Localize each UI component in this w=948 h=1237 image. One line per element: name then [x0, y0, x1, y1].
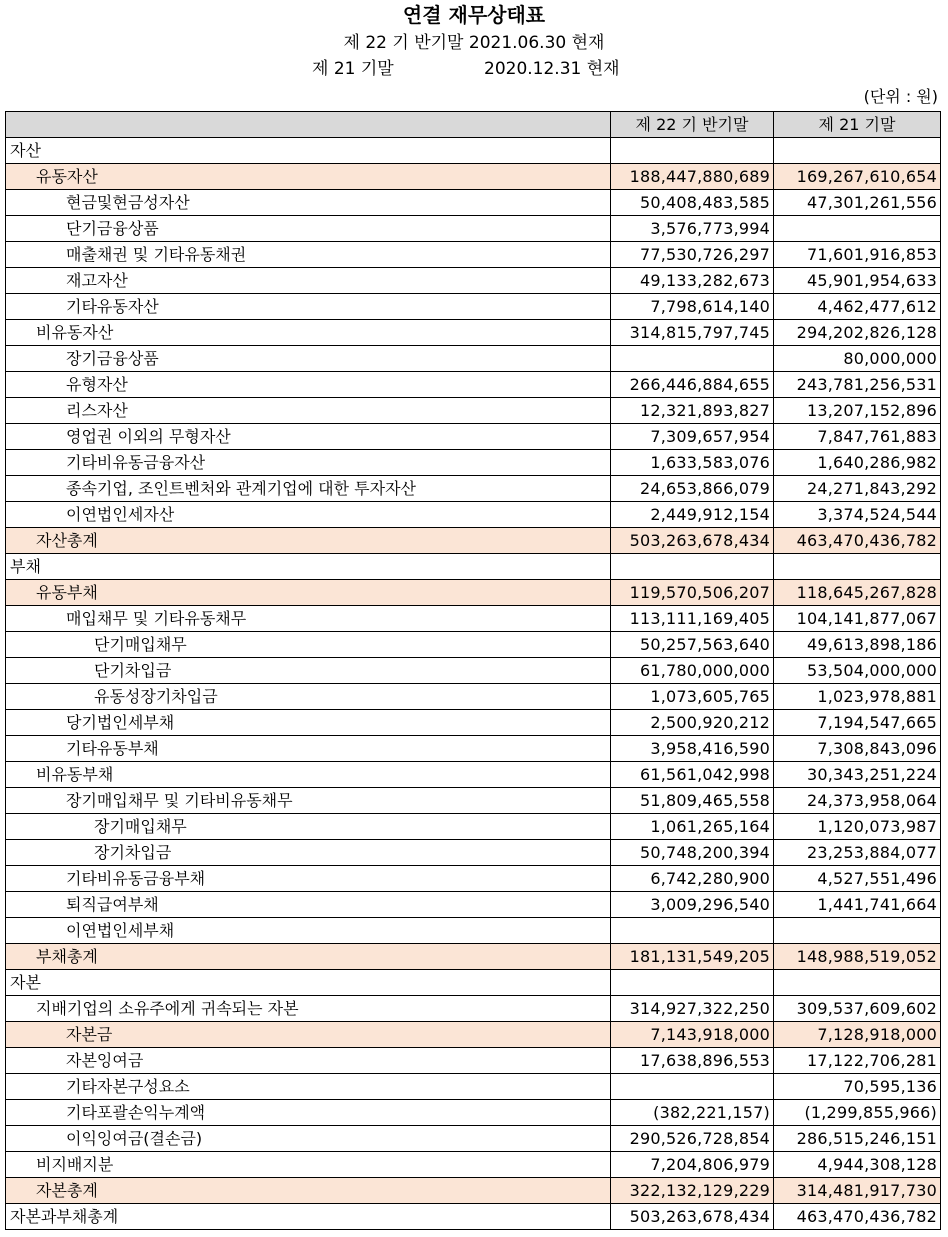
row-label: 이연법인세자산: [6, 502, 611, 528]
row-label: 기타포괄손익누계액: [6, 1100, 611, 1126]
unit-label: (단위 : 원): [863, 87, 938, 106]
table-row: [6, 528, 941, 554]
header-label-cell: [6, 112, 611, 138]
previous-period-value: 314,481,917,730: [774, 1178, 941, 1204]
previous-period-value: 1,640,286,982: [774, 450, 941, 476]
current-period-value: 1,061,265,164: [611, 814, 774, 840]
row-label: 기타비유동금융자산: [6, 450, 611, 476]
table-row: [6, 606, 941, 632]
table-row: [6, 1178, 941, 1204]
table-row: [6, 840, 941, 866]
previous-period-value: 4,944,308,128: [774, 1152, 941, 1178]
current-period-value: 12,321,893,827: [611, 398, 774, 424]
row-label: 장기매입채무 및 기타비유동채무: [6, 788, 611, 814]
previous-period-value: 7,128,918,000: [774, 1022, 941, 1048]
previous-period-value: 24,373,958,064: [774, 788, 941, 814]
previous-period-value: 13,207,152,896: [774, 398, 941, 424]
row-label: 종속기업, 조인트벤처와 관계기업에 대한 투자자산: [6, 476, 611, 502]
table-row: [6, 398, 941, 424]
table-row: [6, 554, 941, 580]
table-row: [6, 762, 941, 788]
header-current-period: 제 22 기 반기말: [611, 112, 774, 138]
row-label: 이익잉여금(결손금): [6, 1126, 611, 1152]
row-label: 현금및현금성자산: [6, 190, 611, 216]
current-period-value: 7,798,614,140: [611, 294, 774, 320]
row-label: 자본과부채총계: [6, 1204, 611, 1230]
table-row: [6, 164, 941, 190]
current-period-value: 51,809,465,558: [611, 788, 774, 814]
previous-period-value: 4,462,477,612: [774, 294, 941, 320]
previous-period-value: 23,253,884,077: [774, 840, 941, 866]
table-body: [6, 138, 941, 1230]
current-period-value: 61,780,000,000: [611, 658, 774, 684]
current-period-value: 266,446,884,655: [611, 372, 774, 398]
table-row: [6, 944, 941, 970]
current-period-value: 181,131,549,205: [611, 944, 774, 970]
table-row: [6, 996, 941, 1022]
current-period-value: 1,073,605,765: [611, 684, 774, 710]
current-period-value: 3,576,773,994: [611, 216, 774, 242]
table-row: [6, 190, 941, 216]
table-row: [6, 918, 941, 944]
row-label: 비유동자산: [6, 320, 611, 346]
current-period-value: 17,638,896,553: [611, 1048, 774, 1074]
previous-period-value: 45,901,954,633: [774, 268, 941, 294]
row-label: 기타비유동금융부채: [6, 866, 611, 892]
row-label: 유동성장기차입금: [6, 684, 611, 710]
current-period-value: 3,009,296,540: [611, 892, 774, 918]
previous-period-value: 80,000,000: [774, 346, 941, 372]
row-label: 기타자본구성요소: [6, 1074, 611, 1100]
previous-period-value: 294,202,826,128: [774, 320, 941, 346]
row-label: 자본금: [6, 1022, 611, 1048]
current-period-value: 1,633,583,076: [611, 450, 774, 476]
current-period-value: 61,561,042,998: [611, 762, 774, 788]
table-row: [6, 580, 941, 606]
table-row: [6, 372, 941, 398]
current-period-value: 314,815,797,745: [611, 320, 774, 346]
previous-period-value: 24,271,843,292: [774, 476, 941, 502]
row-label: 퇴직급여부채: [6, 892, 611, 918]
table-row: [6, 294, 941, 320]
previous-period-value: 463,470,436,782: [774, 528, 941, 554]
table-row: [6, 1100, 941, 1126]
statement-title: 연결 재무상태표: [402, 3, 546, 27]
previous-period-value: [774, 138, 941, 164]
current-period-value: [611, 970, 774, 996]
row-label: 지배기업의 소유주에게 귀속되는 자본: [6, 996, 611, 1022]
current-period-value: 290,526,728,854: [611, 1126, 774, 1152]
table-row: [6, 658, 941, 684]
previous-period-value: 148,988,519,052: [774, 944, 941, 970]
period-previous: [312, 56, 620, 82]
row-label: 자본총계: [6, 1178, 611, 1204]
table-row: [6, 736, 941, 762]
row-label: 부채: [6, 554, 611, 580]
table-row: [6, 866, 941, 892]
row-label: 자산총계: [6, 528, 611, 554]
previous-period-value: 463,470,436,782: [774, 1204, 941, 1230]
previous-period-value: [774, 216, 941, 242]
row-label: 유형자산: [6, 372, 611, 398]
row-label: 자본: [6, 970, 611, 996]
table-row: [6, 1022, 941, 1048]
previous-period-value: 7,194,547,665: [774, 710, 941, 736]
row-label: 단기차입금: [6, 658, 611, 684]
previous-period-value: 118,645,267,828: [774, 580, 941, 606]
current-period-value: [611, 138, 774, 164]
row-label: 비지배지분: [6, 1152, 611, 1178]
row-label: 장기차입금: [6, 840, 611, 866]
table-row: [6, 476, 941, 502]
table-row: [6, 242, 941, 268]
previous-period-value: [774, 970, 941, 996]
previous-period-value: 53,504,000,000: [774, 658, 941, 684]
period-previous-label: 제 21 기말: [312, 59, 394, 79]
table-row: [6, 710, 941, 736]
row-label: 자산: [6, 138, 611, 164]
previous-period-value: [774, 918, 941, 944]
row-label: 장기매입채무: [6, 814, 611, 840]
previous-period-value: 3,374,524,544: [774, 502, 941, 528]
row-label: 자본잉여금: [6, 1048, 611, 1074]
row-label: 영업권 이외의 무형자산: [6, 424, 611, 450]
row-label: 부채총계: [6, 944, 611, 970]
table-row: [6, 970, 941, 996]
current-period-value: 77,530,726,297: [611, 242, 774, 268]
previous-period-value: 309,537,609,602: [774, 996, 941, 1022]
previous-period-value: 71,601,916,853: [774, 242, 941, 268]
previous-period-value: 17,122,706,281: [774, 1048, 941, 1074]
previous-period-value: 7,847,761,883: [774, 424, 941, 450]
current-period-value: 7,309,657,954: [611, 424, 774, 450]
current-period-value: 503,263,678,434: [611, 528, 774, 554]
previous-period-value: 70,595,136: [774, 1074, 941, 1100]
table-row: [6, 788, 941, 814]
previous-period-value: (1,299,855,966): [774, 1100, 941, 1126]
table-row: [6, 138, 941, 164]
table-row: [6, 1074, 941, 1100]
current-period-value: 50,408,483,585: [611, 190, 774, 216]
current-period-value: 188,447,880,689: [611, 164, 774, 190]
table-row: [6, 1126, 941, 1152]
table-row: [6, 268, 941, 294]
row-label: 유동자산: [6, 164, 611, 190]
row-label: 유동부채: [6, 580, 611, 606]
current-period-value: [611, 554, 774, 580]
previous-period-value: 47,301,261,556: [774, 190, 941, 216]
previous-period-value: 286,515,246,151: [774, 1126, 941, 1152]
current-period-value: 2,449,912,154: [611, 502, 774, 528]
current-period-value: [611, 346, 774, 372]
table-row: [6, 502, 941, 528]
row-label: 재고자산: [6, 268, 611, 294]
current-period-value: 50,257,563,640: [611, 632, 774, 658]
current-period-value: 50,748,200,394: [611, 840, 774, 866]
current-period-value: [611, 1074, 774, 1100]
row-label: 매입채무 및 기타유동채무: [6, 606, 611, 632]
previous-period-value: 4,527,551,496: [774, 866, 941, 892]
balance-sheet-table: [5, 111, 941, 1230]
previous-period-value: 243,781,256,531: [774, 372, 941, 398]
table-row: [6, 814, 941, 840]
row-label: 당기법인세부채: [6, 710, 611, 736]
current-period-value: 49,133,282,673: [611, 268, 774, 294]
table-row: [6, 892, 941, 918]
current-period-value: 2,500,920,212: [611, 710, 774, 736]
table-row: [6, 1048, 941, 1074]
table-row: [6, 632, 941, 658]
previous-period-value: 1,120,073,987: [774, 814, 941, 840]
row-label: 리스자산: [6, 398, 611, 424]
current-period-value: 7,143,918,000: [611, 1022, 774, 1048]
table-row: [6, 346, 941, 372]
current-period-value: [611, 918, 774, 944]
current-period-value: 24,653,866,079: [611, 476, 774, 502]
previous-period-value: 49,613,898,186: [774, 632, 941, 658]
previous-period-value: 1,441,741,664: [774, 892, 941, 918]
current-period-value: 503,263,678,434: [611, 1204, 774, 1230]
current-period-value: 6,742,280,900: [611, 866, 774, 892]
row-label: 장기금융상품: [6, 346, 611, 372]
previous-period-value: 30,343,251,224: [774, 762, 941, 788]
previous-period-value: 169,267,610,654: [774, 164, 941, 190]
current-period-value: (382,221,157): [611, 1100, 774, 1126]
table-header-row: [6, 112, 941, 138]
row-label: 단기금융상품: [6, 216, 611, 242]
previous-period-value: 7,308,843,096: [774, 736, 941, 762]
current-period-value: 113,111,169,405: [611, 606, 774, 632]
header-previous-period: 제 21 기말: [774, 112, 941, 138]
current-period-value: 3,958,416,590: [611, 736, 774, 762]
period-current: 제 22 기 반기말 2021.06.30 현재: [343, 33, 605, 53]
table-row: [6, 424, 941, 450]
table-row: [6, 450, 941, 476]
period-previous-date: 2020.12.31 현재: [484, 59, 620, 79]
row-label: 비유동부채: [6, 762, 611, 788]
row-label: 기타유동자산: [6, 294, 611, 320]
row-label: 매출채권 및 기타유동채권: [6, 242, 611, 268]
row-label: 기타유동부채: [6, 736, 611, 762]
table-row: [6, 1152, 941, 1178]
current-period-value: 322,132,129,229: [611, 1178, 774, 1204]
previous-period-value: 104,141,877,067: [774, 606, 941, 632]
table-row: [6, 320, 941, 346]
table-row: [6, 1204, 941, 1230]
previous-period-value: [774, 554, 941, 580]
row-label: 이연법인세부채: [6, 918, 611, 944]
row-label: 단기매입채무: [6, 632, 611, 658]
current-period-value: 119,570,506,207: [611, 580, 774, 606]
table-row: [6, 216, 941, 242]
table-row: [6, 684, 941, 710]
previous-period-value: 1,023,978,881: [774, 684, 941, 710]
current-period-value: 7,204,806,979: [611, 1152, 774, 1178]
current-period-value: 314,927,322,250: [611, 996, 774, 1022]
